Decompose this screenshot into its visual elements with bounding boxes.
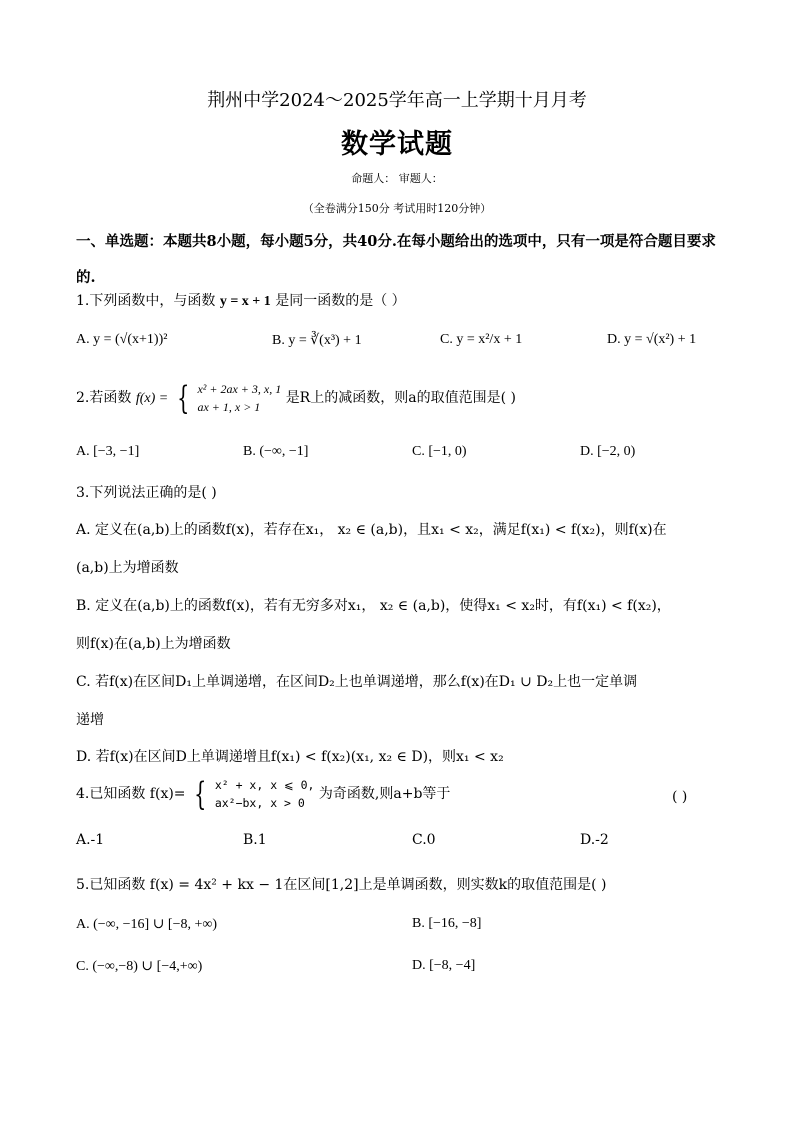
q5-option-c[interactable]: C. (−∞,−8) ∪ [−4,+∞) — [76, 959, 203, 974]
subject-title: 数学试题 — [341, 129, 453, 160]
piecewise-cases: x² + x, x ⩽ 0, ax²−bx, x > 0 — [214, 778, 315, 810]
q4-option-b[interactable]: B.1 — [243, 832, 267, 848]
q5-option-d[interactable]: D. [−8, −4] — [412, 958, 476, 973]
q1-option-d[interactable]: D. y = √(x²) + 1 — [607, 332, 697, 347]
q5-option-a[interactable]: A. (−∞, −16] ∪ [−8, +∞) — [76, 917, 218, 932]
q1-option-b[interactable]: B. y = ∛(x³) + 1 — [272, 333, 362, 348]
question-2-stem: 2.若函数 f(x) = { x² + 2ax + 3, x, 1 ax + 1, x > 1 是R上的减函数，则a的取值范围是( ) — [76, 379, 516, 417]
q3-option-a-line2[interactable]: (a,b)上为增函数 — [76, 560, 179, 576]
q2-option-b[interactable]: B. (−∞, −1] — [243, 444, 309, 459]
q3-option-b-line1[interactable]: B. 定义在(a,b)上的函数f(x)，若有无穷多对x₁， x₂ ∈ (a,b)，使得x₁ < x₂时，有f(x₁) < f(x₂)， — [76, 598, 671, 614]
exam-info: （全卷满分150分 考试用时120分钟） — [302, 202, 492, 215]
question-3-stem: 3.下列说法正确的是( ) — [76, 485, 217, 501]
section-heading: 一、单选题：本题共8小题，每小题5分，共40分.在每小题给出的选项中，只有一项是符合题目要求的. — [76, 233, 716, 286]
question-setters: 命题人： 审题人： — [351, 172, 443, 185]
q1-option-a[interactable]: A. y = (√(x+1))² — [76, 332, 168, 347]
q1-option-c[interactable]: C. y = x²/x + 1 — [440, 332, 523, 347]
q3-option-a-line1[interactable]: A. 定义在(a,b)上的函数f(x)，若存在x₁， x₂ ∈ (a,b)，且x₁ < x₂，满足f(x₁) < f(x₂)，则f(x)在 — [76, 522, 667, 538]
q3-option-c-line1[interactable]: C. 若f(x)在区间D₁上单调递增，在区间D₂上也单调递增，那么f(x)在D₁ ∪ D₂上也一定单调 — [76, 674, 638, 690]
piecewise-cases: x² + 2ax + 3, x, 1 ax + 1, x > 1 — [197, 382, 282, 414]
q4-option-a[interactable]: A.-1 — [76, 832, 105, 848]
q3-option-d-line1[interactable]: D. 若f(x)在区间D上单调递增且f(x₁) < f(x₂)(x₁, x₂ ∈ D)，则x₁ < x₂ — [76, 749, 504, 765]
question-4-stem: 4.已知函数 f(x)= { x² + x, x ⩽ 0, ax²−bx, x > 0 为奇函数,则a+b等于 — [76, 775, 451, 813]
q4-option-d[interactable]: D.-2 — [580, 832, 609, 848]
brace-icon: { — [176, 379, 189, 417]
q5-option-b[interactable]: B. [−16, −8] — [412, 916, 482, 931]
question-5-stem: 5.已知函数 f(x) = 4x² + kx − 1在区间[1,2]上是单调函数，则实数k的取值范围是( ) — [76, 877, 607, 893]
q3-option-b-line2[interactable]: 则f(x)在(a,b)上为增函数 — [76, 636, 231, 652]
q4-option-c[interactable]: C.0 — [412, 832, 436, 848]
question-1-stem: 1.下列函数中，与函数 y = x + 1 是同一函数的是（ ） — [76, 293, 406, 309]
q4-answer-bracket: ( ) — [672, 789, 688, 805]
question-1-function: y = x + 1 — [219, 294, 271, 309]
q2-option-a[interactable]: A. [−3, −1] — [76, 444, 140, 459]
brace-icon: { — [194, 775, 207, 813]
school-title: 荆州中学2024～2025学年高一上学期十月月考 — [207, 90, 587, 111]
q2-option-d[interactable]: D. [−2, 0) — [580, 444, 636, 459]
q2-option-c[interactable]: C. [−1, 0) — [412, 444, 467, 459]
q3-option-c-line2[interactable]: 递增 — [76, 712, 104, 728]
